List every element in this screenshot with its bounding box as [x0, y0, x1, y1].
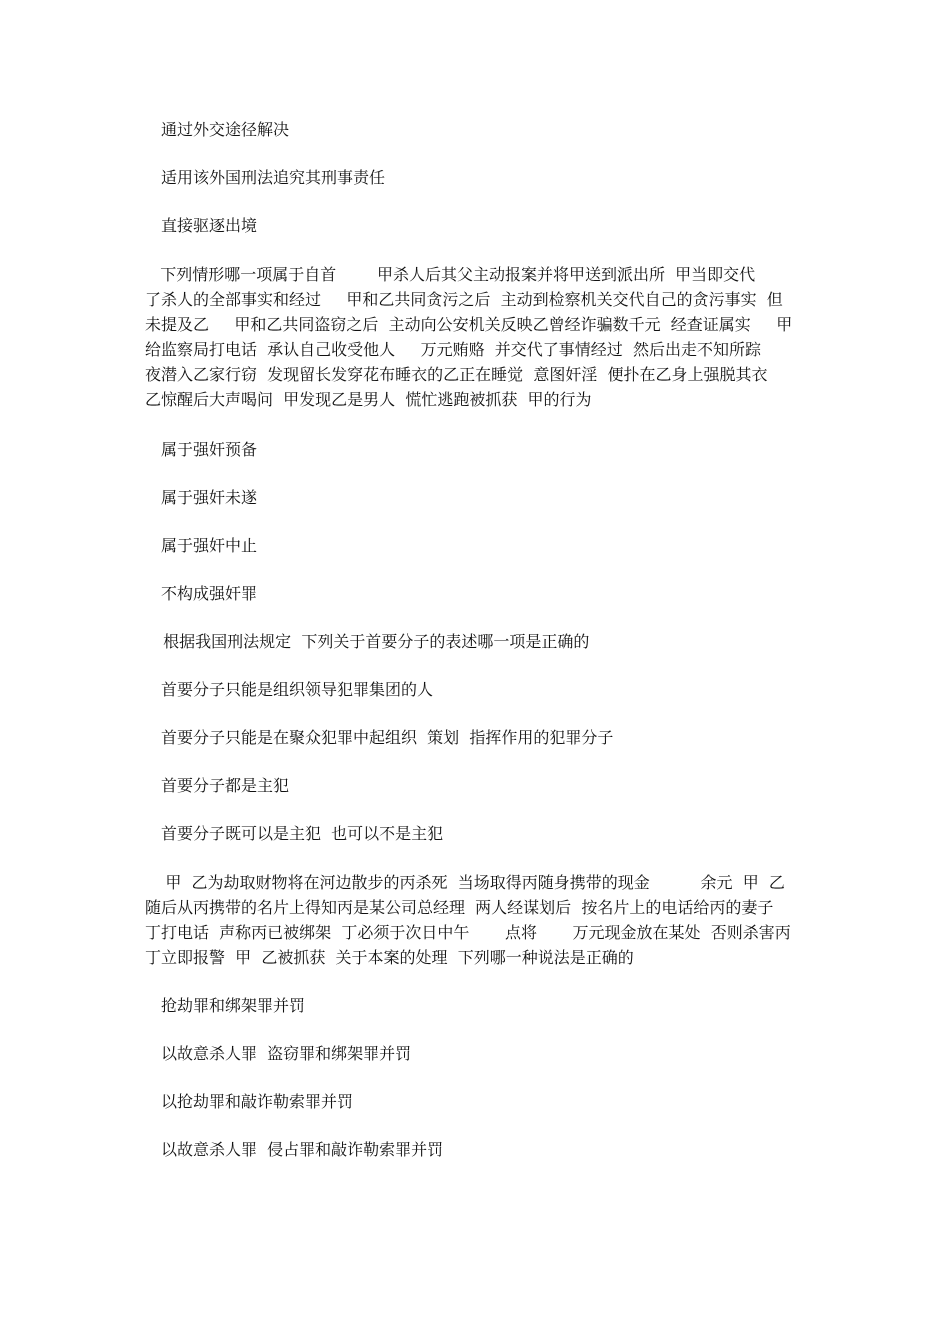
paragraph-line: 丁立即报警 甲 乙被抓获 关于本案的处理 下列哪一种说法是正确的	[145, 948, 634, 967]
paragraph-line: 随后从丙携带的名片上得知丙是某公司总经理 两人经谋划后 按名片上的电话给丙的妻子	[145, 898, 774, 917]
option-line: 属于强奸中止	[161, 536, 258, 555]
option-line: 抢劫罪和绑架罪并罚	[161, 996, 306, 1015]
paragraph-line: 下列情形哪一项属于自首 甲杀人后其父主动报案并将甲送到派出所 甲当即交代	[145, 265, 756, 284]
option-line: 通过外交途径解决	[161, 120, 290, 139]
option-line: 适用该外国刑法追究其刑事责任	[161, 168, 386, 187]
option-line: 首要分子都是主犯	[161, 776, 290, 795]
paragraph-line: 给监察局打电话 承认自己收受他人 万元贿赂 并交代了事情经过 然后出走不知所踪	[145, 340, 761, 359]
option-line: 首要分子只能是在聚众犯罪中起组织 策划 指挥作用的犯罪分子	[161, 728, 614, 747]
option-line: 直接驱逐出境	[161, 216, 258, 235]
paragraph-line: 未提及乙 甲和乙共同盗窃之后 主动向公安机关反映乙曾经诈骗数千元 经查证属实 甲	[145, 315, 793, 334]
option-line: 首要分子只能是组织领导犯罪集团的人	[161, 680, 434, 699]
option-line: 以故意杀人罪 盗窃罪和绑架罪并罚	[161, 1044, 412, 1063]
paragraph-line: 乙惊醒后大声喝问 甲发现乙是男人 慌忙逃跑被抓获 甲的行为	[145, 390, 592, 409]
question-paragraph	[145, 262, 815, 412]
paragraph-line: 甲 乙为劫取财物将在河边散步的丙杀死 当场取得丙随身携带的现金 余元 甲 乙	[145, 873, 785, 892]
paragraph-line: 了杀人的全部事实和经过 甲和乙共同贪污之后 主动到检察机关交代自己的贪污事实 但	[145, 290, 783, 309]
option-line: 属于强奸预备	[161, 440, 258, 459]
option-line: 以抢劫罪和敲诈勒索罪并罚	[161, 1092, 354, 1111]
option-line: 不构成强奸罪	[161, 584, 258, 603]
question-paragraph	[145, 870, 815, 970]
option-line: 属于强奸未遂	[161, 488, 258, 507]
question-stem: 根据我国刑法规定 下列关于首要分子的表述哪一项是正确的	[153, 632, 590, 651]
paragraph-line: 夜潜入乙家行窃 发现留长发穿花布睡衣的乙正在睡觉 意图奸淫 便扑在乙身上强脱其衣	[145, 365, 768, 384]
paragraph-line: 丁打电话 声称丙已被绑架 丁必须于次日中午 点将 万元现金放在某处 否则杀害丙	[145, 923, 791, 942]
option-line: 首要分子既可以是主犯 也可以不是主犯	[161, 824, 444, 843]
option-line: 以故意杀人罪 侵占罪和敲诈勒索罪并罚	[161, 1140, 444, 1159]
